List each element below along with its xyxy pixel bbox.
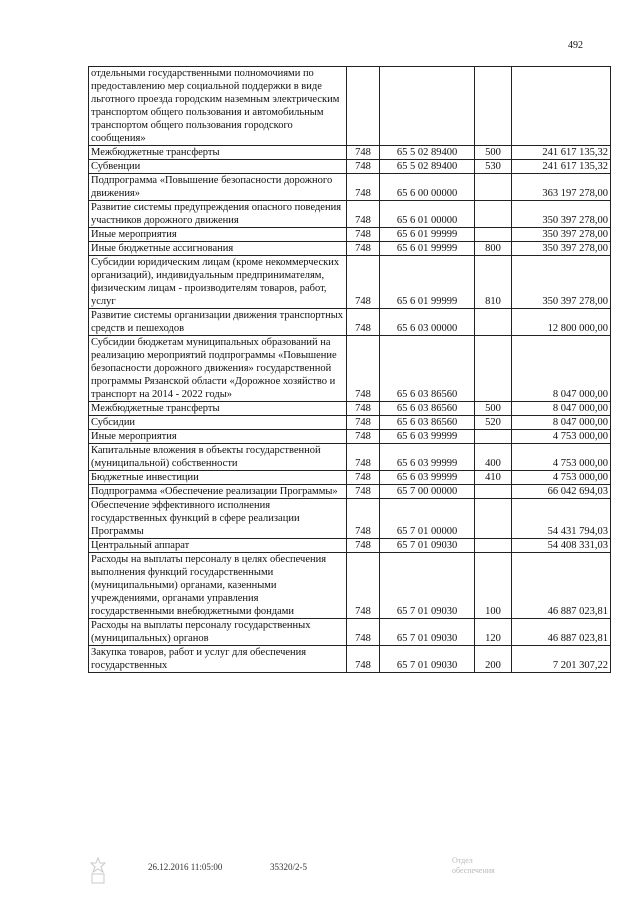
cell-name: Субвенции bbox=[89, 160, 347, 174]
cell-sum: 46 887 023,81 bbox=[512, 553, 611, 619]
cell-sum: 241 617 135,32 bbox=[512, 160, 611, 174]
table-row bbox=[89, 242, 611, 256]
cell-sum: 350 397 278,00 bbox=[512, 201, 611, 228]
cell-target-article: 65 6 03 86560 bbox=[380, 416, 475, 430]
emblem-icon bbox=[86, 856, 110, 886]
cell-target-article: 65 6 03 00000 bbox=[380, 309, 475, 336]
cell-target-article: 65 6 03 99999 bbox=[380, 471, 475, 485]
cell-expense-type bbox=[475, 174, 512, 201]
cell-expense-type: 810 bbox=[475, 256, 512, 309]
cell-sum: 4 753 000,00 bbox=[512, 430, 611, 444]
cell-name: Иные бюджетные ассигнования bbox=[89, 242, 347, 256]
cell-name: Субсидии bbox=[89, 416, 347, 430]
cell-sum: 8 047 000,00 bbox=[512, 336, 611, 402]
cell-ved-code: 748 bbox=[347, 242, 380, 256]
footer-doc-number: 35320/2-5 bbox=[270, 862, 307, 872]
footer-date: 26.12.2016 11:05:00 bbox=[148, 862, 223, 872]
cell-ved-code: 748 bbox=[347, 309, 380, 336]
table-row bbox=[89, 430, 611, 444]
cell-sum: 350 397 278,00 bbox=[512, 228, 611, 242]
cell-target-article: 65 7 01 00000 bbox=[380, 499, 475, 539]
cell-ved-code: 748 bbox=[347, 201, 380, 228]
table-row bbox=[89, 416, 611, 430]
cell-target-article: 65 7 01 09030 bbox=[380, 646, 475, 673]
cell-target-article: 65 6 01 99999 bbox=[380, 242, 475, 256]
cell-ved-code: 748 bbox=[347, 471, 380, 485]
cell-name: отдельными государственными полномочиями по предоставлению мер социальной поддержки в виде льготного проезда городским наземным электрическим транспортом общего пользования и автомобильным транспортом общего пользования городского сообщения» bbox=[89, 67, 347, 146]
cell-name: Иные мероприятия bbox=[89, 228, 347, 242]
cell-expense-type bbox=[475, 539, 512, 553]
cell-ved-code: 748 bbox=[347, 619, 380, 646]
cell-ved-code: 748 bbox=[347, 499, 380, 539]
footer-stamp-line-1: Отдел bbox=[452, 856, 473, 865]
cell-expense-type: 200 bbox=[475, 646, 512, 673]
cell-expense-type: 410 bbox=[475, 471, 512, 485]
cell-target-article: 65 6 01 99999 bbox=[380, 256, 475, 309]
cell-sum: 66 042 694,03 bbox=[512, 485, 611, 499]
cell-sum: 54 431 794,03 bbox=[512, 499, 611, 539]
cell-expense-type bbox=[475, 430, 512, 444]
cell-target-article: 65 6 03 86560 bbox=[380, 336, 475, 402]
table-row bbox=[89, 174, 611, 201]
cell-expense-type: 800 bbox=[475, 242, 512, 256]
cell-sum: 4 753 000,00 bbox=[512, 444, 611, 471]
cell-sum: 350 397 278,00 bbox=[512, 256, 611, 309]
cell-name: Обеспечение эффективного исполнения государственных функций в сфере реализации Программы bbox=[89, 499, 347, 539]
footer-stamp-line-2: обеспечения bbox=[452, 866, 495, 875]
cell-ved-code: 748 bbox=[347, 146, 380, 160]
cell-sum: 363 197 278,00 bbox=[512, 174, 611, 201]
table-row bbox=[89, 146, 611, 160]
cell-expense-type: 120 bbox=[475, 619, 512, 646]
cell-name: Подпрограмма «Повышение безопасности дорожного движения» bbox=[89, 174, 347, 201]
cell-ved-code: 748 bbox=[347, 160, 380, 174]
cell-name: Расходы на выплаты персоналу в целях обеспечения выполнения функций государственными (муниципальными) органами, казенными учреждениями, органами управления государственными внебюджетными фондами bbox=[89, 553, 347, 619]
table-row bbox=[89, 539, 611, 553]
cell-ved-code: 748 bbox=[347, 444, 380, 471]
table-row bbox=[89, 471, 611, 485]
table-row bbox=[89, 485, 611, 499]
cell-sum: 7 201 307,22 bbox=[512, 646, 611, 673]
budget-table-body bbox=[89, 67, 611, 673]
cell-ved-code: 748 bbox=[347, 174, 380, 201]
cell-expense-type: 500 bbox=[475, 402, 512, 416]
cell-name: Подпрограмма «Обеспечение реализации Программы» bbox=[89, 485, 347, 499]
cell-expense-type bbox=[475, 309, 512, 336]
cell-sum: 241 617 135,32 bbox=[512, 146, 611, 160]
cell-sum: 4 753 000,00 bbox=[512, 471, 611, 485]
cell-sum: 46 887 023,81 bbox=[512, 619, 611, 646]
cell-name: Бюджетные инвестиции bbox=[89, 471, 347, 485]
table-row bbox=[89, 67, 611, 146]
cell-target-article: 65 5 02 89400 bbox=[380, 160, 475, 174]
table-row bbox=[89, 309, 611, 336]
cell-ved-code: 748 bbox=[347, 553, 380, 619]
cell-expense-type bbox=[475, 499, 512, 539]
cell-sum: 12 800 000,00 bbox=[512, 309, 611, 336]
cell-target-article: 65 7 01 09030 bbox=[380, 619, 475, 646]
table-row bbox=[89, 256, 611, 309]
cell-target-article: 65 6 03 99999 bbox=[380, 444, 475, 471]
cell-target-article: 65 6 00 00000 bbox=[380, 174, 475, 201]
cell-expense-type: 100 bbox=[475, 553, 512, 619]
cell-name: Расходы на выплаты персоналу государственных (муниципальных) органов bbox=[89, 619, 347, 646]
cell-expense-type bbox=[475, 201, 512, 228]
cell-expense-type bbox=[475, 485, 512, 499]
table-row bbox=[89, 553, 611, 619]
cell-ved-code: 748 bbox=[347, 646, 380, 673]
table-row bbox=[89, 160, 611, 174]
cell-ved-code: 748 bbox=[347, 539, 380, 553]
page-number: 492 bbox=[568, 40, 583, 51]
cell-target-article: 65 7 00 00000 bbox=[380, 485, 475, 499]
cell-ved-code: 748 bbox=[347, 402, 380, 416]
cell-ved-code: 748 bbox=[347, 256, 380, 309]
cell-target-article: 65 6 03 86560 bbox=[380, 402, 475, 416]
cell-target-article bbox=[380, 67, 475, 146]
cell-target-article: 65 7 01 09030 bbox=[380, 539, 475, 553]
cell-expense-type: 520 bbox=[475, 416, 512, 430]
cell-sum bbox=[512, 67, 611, 146]
cell-name: Межбюджетные трансферты bbox=[89, 402, 347, 416]
cell-expense-type: 400 bbox=[475, 444, 512, 471]
cell-ved-code bbox=[347, 67, 380, 146]
cell-target-article: 65 7 01 09030 bbox=[380, 553, 475, 619]
cell-ved-code: 748 bbox=[347, 228, 380, 242]
cell-sum: 350 397 278,00 bbox=[512, 242, 611, 256]
cell-ved-code: 748 bbox=[347, 416, 380, 430]
cell-target-article: 65 6 01 99999 bbox=[380, 228, 475, 242]
cell-sum: 8 047 000,00 bbox=[512, 402, 611, 416]
table-row bbox=[89, 201, 611, 228]
footer-stamp bbox=[452, 856, 572, 876]
cell-sum: 54 408 331,03 bbox=[512, 539, 611, 553]
cell-name: Закупка товаров, работ и услуг для обеспечения государственных bbox=[89, 646, 347, 673]
table-row bbox=[89, 228, 611, 242]
cell-name: Центральный аппарат bbox=[89, 539, 347, 553]
cell-name: Иные мероприятия bbox=[89, 430, 347, 444]
cell-expense-type bbox=[475, 336, 512, 402]
cell-name: Межбюджетные трансферты bbox=[89, 146, 347, 160]
table-row bbox=[89, 499, 611, 539]
cell-target-article: 65 6 01 00000 bbox=[380, 201, 475, 228]
table-row bbox=[89, 336, 611, 402]
cell-ved-code: 748 bbox=[347, 336, 380, 402]
cell-ved-code: 748 bbox=[347, 430, 380, 444]
budget-table bbox=[88, 66, 611, 673]
table-row bbox=[89, 646, 611, 673]
table-row bbox=[89, 619, 611, 646]
cell-expense-type bbox=[475, 228, 512, 242]
table-row bbox=[89, 444, 611, 471]
cell-name: Развитие системы предупреждения опасного поведения участников дорожного движения bbox=[89, 201, 347, 228]
cell-expense-type bbox=[475, 67, 512, 146]
cell-expense-type: 500 bbox=[475, 146, 512, 160]
cell-name: Субсидии юридическим лицам (кроме некоммерческих организаций), индивидуальным предпринимателям, физическим лицам - производителям товаров, работ, услуг bbox=[89, 256, 347, 309]
cell-target-article: 65 5 02 89400 bbox=[380, 146, 475, 160]
cell-sum: 8 047 000,00 bbox=[512, 416, 611, 430]
cell-name: Развитие системы организации движения транспортных средств и пешеходов bbox=[89, 309, 347, 336]
cell-expense-type: 530 bbox=[475, 160, 512, 174]
table-row bbox=[89, 402, 611, 416]
cell-target-article: 65 6 03 99999 bbox=[380, 430, 475, 444]
cell-name: Субсидии бюджетам муниципальных образований на реализацию мероприятий подпрограммы «Повышение безопасности дорожного движения» государственной программы Рязанской области «Дорожное хозяйство и транспорт на 2014 - 2022 годы» bbox=[89, 336, 347, 402]
cell-ved-code: 748 bbox=[347, 485, 380, 499]
cell-name: Капитальные вложения в объекты государственной (муниципальной) собственности bbox=[89, 444, 347, 471]
